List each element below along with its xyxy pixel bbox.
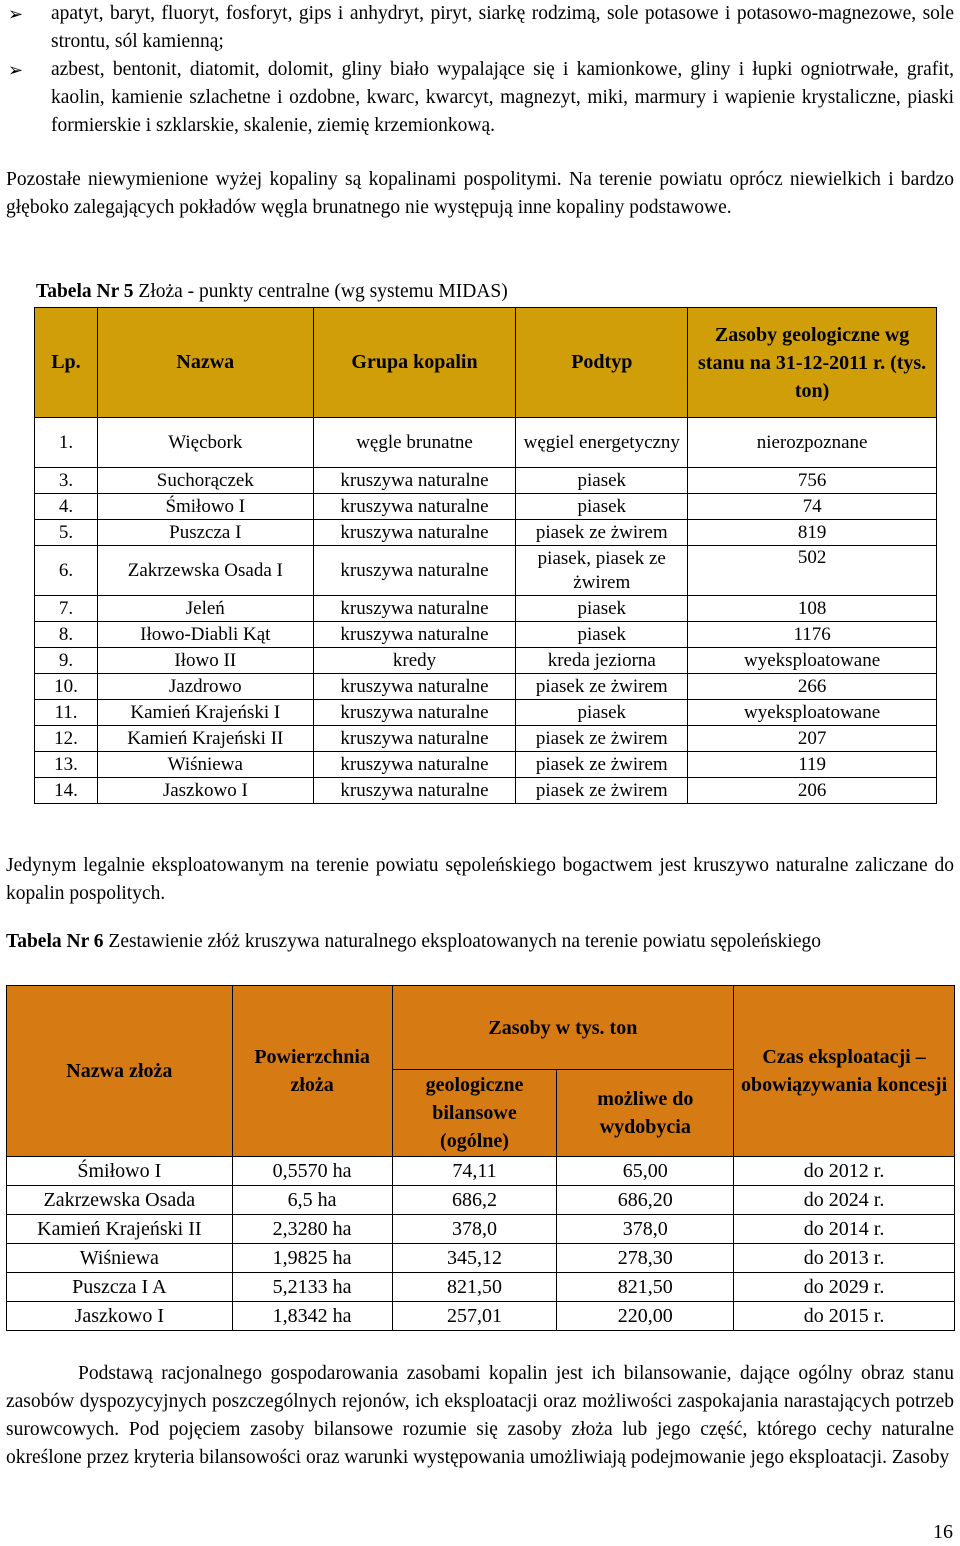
table5-cell-subtype: węgiel energetyczny: [516, 418, 688, 468]
table5-cell-subtype: piasek: [516, 468, 688, 494]
table5-cell-group: kredy: [313, 648, 516, 674]
table5-cell-reserves: 206: [688, 778, 937, 804]
table6-header-area: Powierzchnia złoża: [232, 986, 392, 1157]
table5-cell-group: węgle brunatne: [313, 418, 516, 468]
table6-cell-possible: 686,20: [557, 1186, 734, 1215]
page-number: 16: [933, 1521, 953, 1543]
table6-cell-area: 5,2133 ha: [232, 1273, 392, 1302]
table6-row: [7, 1186, 955, 1215]
table5-cell-reserves: 756: [688, 468, 937, 494]
table5-cell-name: Kamień Krajeński II: [97, 726, 313, 752]
table6-cell-area: 0,5570 ha: [232, 1157, 392, 1186]
table6-cell-time: do 2024 r.: [734, 1186, 955, 1215]
table6-cell-area: 1,8342 ha: [232, 1302, 392, 1331]
table6-header-possible: możliwe do wydobycia: [557, 1070, 734, 1157]
paragraph-exploitation: Jedynym legalnie eksploatowanym na terenie powiatu sępoleńskiego bogactwem jest kruszywo naturalne zaliczane do kopalin pospolitych.: [6, 855, 954, 904]
table6-cell-geo: 378,0: [392, 1215, 557, 1244]
table5-cell-name: Jazdrowo: [97, 674, 313, 700]
table5-cell-group: kruszywa naturalne: [313, 520, 516, 546]
table6-row: [7, 1273, 955, 1302]
table5-cell-lp: 1.: [35, 418, 98, 468]
table5-cell-subtype: piasek, piasek ze żwirem: [516, 546, 688, 596]
table5-cell-name: Puszcza I: [97, 520, 313, 546]
table5-cell-subtype: kreda jeziorna: [516, 648, 688, 674]
table5-caption: Tabela Nr 5 Złoża - punkty centralne (wg systemu MIDAS): [36, 281, 508, 302]
table6-cell-name: Kamień Krajeński II: [7, 1215, 233, 1244]
table5-cell-lp: 9.: [35, 648, 98, 674]
arrow-bullet-icon: ➢: [8, 60, 24, 80]
table5-cell-lp: 13.: [35, 752, 98, 778]
table6-cell-name: Śmiłowo I: [7, 1157, 233, 1186]
table5-cell-name: Kamień Krajeński I: [97, 700, 313, 726]
table6-cell-geo: 686,2: [392, 1186, 557, 1215]
table5-row: [35, 418, 937, 468]
table5-row: [35, 520, 937, 546]
table5-cell-lp: 12.: [35, 726, 98, 752]
table5-cell-lp: 8.: [35, 622, 98, 648]
table5-cell-group: kruszywa naturalne: [313, 778, 516, 804]
table5-cell-reserves: 119: [688, 752, 937, 778]
paragraph-common-minerals: Pozostałe niewymienione wyżej kopaliny są kopalinami pospolitymi. Na terenie powiatu oprócz niewielkich i bardzo głęboko zalegających pokładów węgla brunatnego nie występują inne kopaliny podstawowe.: [6, 169, 954, 218]
table6-cell-geo: 74,11: [392, 1157, 557, 1186]
table5-cell-name: Jeleń: [97, 596, 313, 622]
table5-cell-group: kruszywa naturalne: [313, 622, 516, 648]
table5-cell-group: kruszywa naturalne: [313, 726, 516, 752]
table6-header-geo: geologiczne bilansowe (ogólne): [392, 1070, 557, 1157]
table6-cell-area: 1,9825 ha: [232, 1244, 392, 1273]
table5-row: [35, 726, 937, 752]
table6-cell-area: 6,5 ha: [232, 1186, 392, 1215]
table5-cell-name: Iłowo-Diabli Kąt: [97, 622, 313, 648]
table5-row: [35, 546, 937, 596]
table5-cell-reserves: 207: [688, 726, 937, 752]
table5-cell-name: Iłowo II: [97, 648, 313, 674]
table5-cell-lp: 6.: [35, 546, 98, 596]
bullet-item: ➢ azbest, bentonit, diatomit, dolomit, gliny biało wypalające się i kamionkowe, gliny i łupki ogniotrwałe, grafit, kaolin, kamienie szlachetne i ozdobne, kwarc, kwarcyt, magnezyt, miki, marmury i wapienie krystaliczne, piaski formierskie i szklarskie, skalenie, ziemię krzemionkową.: [8, 56, 954, 140]
table5-row: [35, 778, 937, 804]
table5-cell-subtype: piasek: [516, 596, 688, 622]
table6-header-row: [7, 986, 955, 1070]
table5-header-name: Nazwa: [97, 308, 313, 418]
table5-cell-reserves: 1176: [688, 622, 937, 648]
table5-cell-reserves: nierozpoznane: [688, 418, 937, 468]
table5-cell-lp: 14.: [35, 778, 98, 804]
table5-cell-subtype: piasek ze żwirem: [516, 726, 688, 752]
table5-cell-group: kruszywa naturalne: [313, 700, 516, 726]
table5-row: [35, 494, 937, 520]
table5-header-group: Grupa kopalin: [313, 308, 516, 418]
table6-body: [7, 1157, 955, 1331]
table5-header-row: [35, 308, 937, 418]
table6-cell-name: Puszcza I A: [7, 1273, 233, 1302]
arrow-bullet-icon: ➢: [8, 4, 24, 24]
table5-cell-name: Jaszkowo I: [97, 778, 313, 804]
table6-row: [7, 1302, 955, 1331]
table6-cell-time: do 2029 r.: [734, 1273, 955, 1302]
table5-cell-group: kruszywa naturalne: [313, 494, 516, 520]
table5-row: [35, 752, 937, 778]
table5-body: [35, 418, 937, 804]
table6-header-name: Nazwa złoża: [7, 986, 233, 1157]
table5-cell-group: kruszywa naturalne: [313, 468, 516, 494]
table5-header-lp: Lp.: [35, 308, 98, 418]
bullet-item: ➢ apatyt, baryt, fluoryt, fosforyt, gips i anhydryt, piryt, siarkę rodzimą, sole potasowe i potasowo-magnezowe, sole strontu, sól kamienną;: [8, 0, 954, 56]
table5-cell-subtype: piasek ze żwirem: [516, 778, 688, 804]
table5-cell-lp: 7.: [35, 596, 98, 622]
table5-cell-lp: 10.: [35, 674, 98, 700]
table6-cell-possible: 821,50: [557, 1273, 734, 1302]
table5-cell-reserves: 266: [688, 674, 937, 700]
paragraph-balance: Podstawą racjonalnego gospodarowania zasobami kopalin jest ich bilansowanie, dające ogólny obraz stanu zasobów dyspozycyjnych poszczególnych rejonów, ich eksploatacji oraz możliwości zaspokajania narastających potrzeb surowcowych. Pod pojęciem zasoby bilansowe rozumie się zasoby złoża lub jego część, którego cechy naturalne określone przez kryteria bilansowości oraz warunki występowania umożliwiają podejmowanie jego eksploatacji. Zasoby: [6, 1363, 954, 1468]
table5-cell-lp: 3.: [35, 468, 98, 494]
table6-caption: Tabela Nr 6 Zestawienie złóż kruszywa naturalnego eksploatowanych na terenie powiatu sępoleńskiego: [6, 931, 821, 952]
table6-cell-time: do 2013 r.: [734, 1244, 955, 1273]
table5-row: [35, 622, 937, 648]
table6-cell-possible: 65,00: [557, 1157, 734, 1186]
table5-cell-reserves: 819: [688, 520, 937, 546]
table5-cell-subtype: piasek: [516, 494, 688, 520]
table5-cell-lp: 5.: [35, 520, 98, 546]
table5-cell-subtype: piasek ze żwirem: [516, 752, 688, 778]
table5-cell-reserves: wyeksploatowane: [688, 700, 937, 726]
table5-cell-name: Zakrzewska Osada I: [97, 546, 313, 596]
table6-cell-possible: 278,30: [557, 1244, 734, 1273]
table6-cell-possible: 220,00: [557, 1302, 734, 1331]
table6-row: [7, 1244, 955, 1273]
table5-cell-name: Więcbork: [97, 418, 313, 468]
table5-cell-name: Wiśniewa: [97, 752, 313, 778]
table6-exploited-deposits: [6, 985, 955, 1331]
table6-header-time: Czas eksploatacji – obowiązywania koncesji: [734, 986, 955, 1157]
table6-cell-time: do 2015 r.: [734, 1302, 955, 1331]
table6-cell-possible: 378,0: [557, 1215, 734, 1244]
table5-cell-name: Suchorączek: [97, 468, 313, 494]
table6-cell-name: Zakrzewska Osada: [7, 1186, 233, 1215]
minerals-bullet-list: [8, 0, 954, 140]
table5-cell-subtype: piasek: [516, 700, 688, 726]
table5-cell-group: kruszywa naturalne: [313, 596, 516, 622]
table5-cell-lp: 11.: [35, 700, 98, 726]
table5-row: [35, 700, 937, 726]
table5-cell-group: kruszywa naturalne: [313, 546, 516, 596]
table5-cell-lp: 4.: [35, 494, 98, 520]
table5-cell-subtype: piasek ze żwirem: [516, 520, 688, 546]
table5-cell-subtype: piasek ze żwirem: [516, 674, 688, 700]
table6-cell-time: do 2012 r.: [734, 1157, 955, 1186]
table5-cell-reserves: wyeksploatowane: [688, 648, 937, 674]
table5-cell-reserves: 108: [688, 596, 937, 622]
table5-cell-group: kruszywa naturalne: [313, 674, 516, 700]
table6-row: [7, 1215, 955, 1244]
table5-cell-name: Śmiłowo I: [97, 494, 313, 520]
table6-cell-geo: 257,01: [392, 1302, 557, 1331]
table6-header-reserves: Zasoby w tys. ton: [392, 986, 734, 1070]
table6-cell-name: Wiśniewa: [7, 1244, 233, 1273]
table5-header-subtype: Podtyp: [516, 308, 688, 418]
table6-cell-time: do 2014 r.: [734, 1215, 955, 1244]
table5-row: [35, 648, 937, 674]
table5-header-reserves: Zasoby geologiczne wg stanu na 31-12-2011 r. (tys. ton): [688, 308, 937, 418]
table5-deposits: [34, 307, 937, 804]
table6-row: [7, 1157, 955, 1186]
table6-cell-geo: 345,12: [392, 1244, 557, 1273]
table6-cell-geo: 821,50: [392, 1273, 557, 1302]
table5-cell-reserves: 74: [688, 494, 937, 520]
table5-row: [35, 468, 937, 494]
table5-cell-subtype: piasek: [516, 622, 688, 648]
table5-row: [35, 596, 937, 622]
table5-cell-group: kruszywa naturalne: [313, 752, 516, 778]
table6-cell-name: Jaszkowo I: [7, 1302, 233, 1331]
table6-cell-area: 2,3280 ha: [232, 1215, 392, 1244]
table5-row: [35, 674, 937, 700]
table5-cell-reserves: 502: [688, 546, 937, 596]
